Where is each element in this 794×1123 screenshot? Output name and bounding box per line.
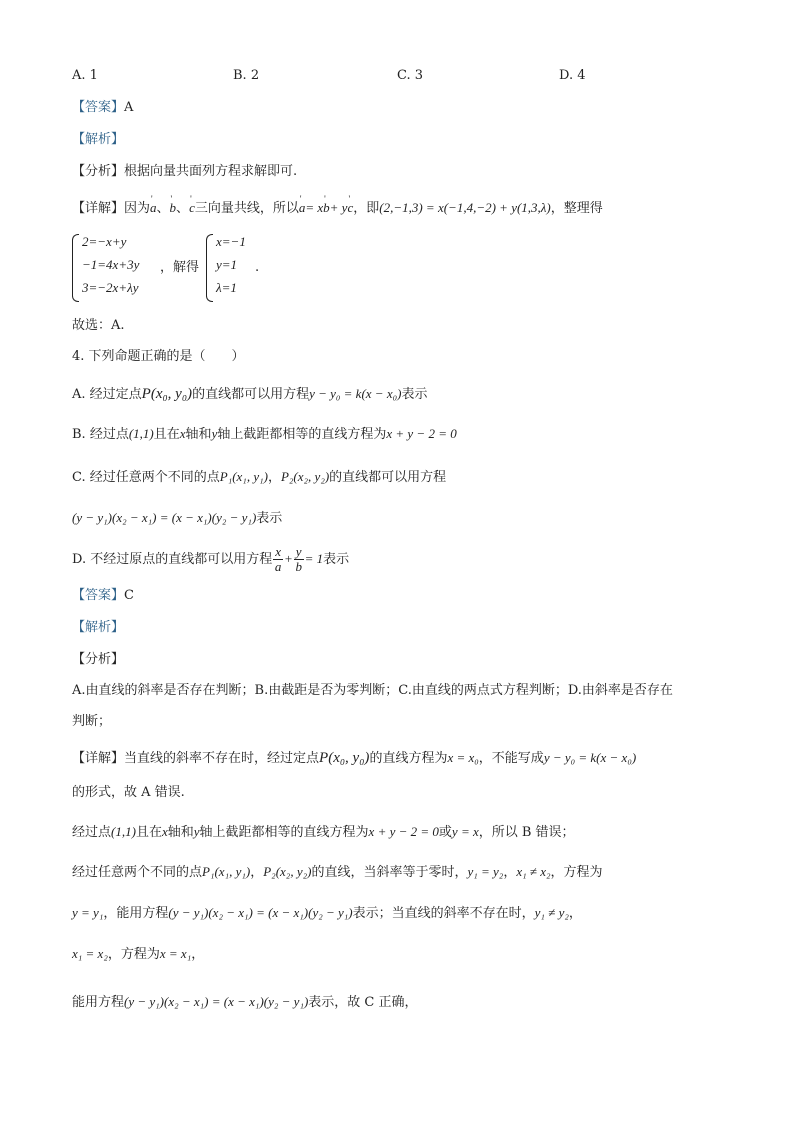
text: 表示，故 C 正确， bbox=[308, 995, 418, 1010]
q4-stem: 4. 下列命题正确的是（ ） bbox=[72, 349, 245, 364]
axis-y: y bbox=[211, 426, 218, 441]
axis-y: y bbox=[193, 824, 200, 839]
two-point-equation: (y − y₁)(x₂ − x₁) = (x − x₁)(y₂ − y₁) bbox=[124, 994, 309, 1009]
answer-tag: 【答案】 bbox=[72, 100, 125, 115]
vector-c: ' c bbox=[347, 198, 353, 218]
detail-text-1: 因为 bbox=[124, 201, 151, 216]
point-slope-equation: y − y₀ = k(x − x₀) bbox=[543, 750, 637, 765]
text: ， bbox=[503, 865, 517, 880]
text: 轴上截距都相等的直线方程为 bbox=[217, 427, 387, 442]
condition: y₁ ≠ y₂ bbox=[534, 905, 569, 920]
point-p2: P₂(x₂, y₂) bbox=[263, 864, 312, 879]
answer-value: A bbox=[124, 100, 134, 115]
q3-detail-line bbox=[72, 198, 603, 219]
text: ， bbox=[191, 947, 205, 962]
condition-2: x₁ ≠ x₂ bbox=[516, 864, 551, 879]
text: 表示 bbox=[401, 387, 428, 402]
q4-option-d bbox=[72, 544, 349, 575]
point-p2: P₂(x₂, y₂) bbox=[280, 469, 330, 484]
vertical-line-equation: x = x₀ bbox=[447, 750, 479, 765]
left-brace bbox=[206, 234, 213, 302]
q4-fenxi-heading bbox=[72, 650, 124, 670]
q4-option-c bbox=[72, 467, 446, 488]
system-row: −1=4x+3y bbox=[82, 257, 140, 272]
q3-conclusion: 故选：A. bbox=[72, 318, 125, 333]
line-equation-2: y = x bbox=[451, 824, 479, 839]
text: 当直线的斜率不存在时，经过定点 bbox=[124, 751, 320, 766]
text: A. 经过定点 bbox=[72, 387, 142, 402]
text: 表示 bbox=[256, 511, 283, 526]
text: 经过任意两个不同的点 bbox=[72, 865, 203, 880]
text: ，方程为 bbox=[107, 947, 160, 962]
system-row: x=−1 bbox=[216, 234, 246, 249]
numerator: y bbox=[295, 544, 302, 559]
two-point-equation: (y − y₁)(x₂ − x₁) = (x − x₁)(y₂ − y₁) bbox=[168, 905, 353, 920]
text: 且在 bbox=[135, 825, 162, 840]
fraction-y-b bbox=[294, 545, 304, 574]
text: 表示；当直线的斜率不存在时， bbox=[352, 906, 535, 921]
fenxi-text: 根据向量共面列方程求解即可. bbox=[124, 164, 298, 179]
period: . bbox=[255, 260, 260, 275]
text: ， bbox=[568, 906, 582, 921]
text: 或 bbox=[438, 825, 452, 840]
separator: 、 bbox=[176, 201, 190, 216]
text: B. 经过点 bbox=[72, 427, 129, 442]
q3-option-d: D. 4 bbox=[559, 68, 586, 83]
point: (1,1) bbox=[111, 824, 136, 839]
q3-option-c: C. 3 bbox=[397, 68, 424, 83]
analysis-tag: 【解析】 bbox=[72, 620, 125, 635]
system-row: λ=1 bbox=[216, 280, 237, 295]
text: C. 经过任意两个不同的点 bbox=[72, 470, 220, 485]
text: 的直线都可以用方程 bbox=[329, 470, 447, 485]
text: ，所以 B 错误； bbox=[478, 825, 575, 840]
q4-detail-line6 bbox=[72, 944, 204, 965]
numerator: x bbox=[275, 544, 282, 559]
detail-text-2: 三向量共线，所以 bbox=[194, 201, 299, 216]
vertical-line-equation: x = x₁ bbox=[159, 946, 192, 961]
analysis-tag: 【解析】 bbox=[72, 132, 125, 147]
q4-detail-line7 bbox=[72, 992, 418, 1013]
horizontal-line-equation: y = y₁ bbox=[72, 905, 104, 920]
line-equation: x + y − 2 = 0 bbox=[386, 426, 457, 441]
q4-detail-line3 bbox=[72, 822, 575, 843]
fenxi-tag: 【分析】 bbox=[72, 652, 125, 667]
axis-x: x bbox=[161, 824, 168, 839]
point-p1: P₁(x₁, y₁) bbox=[202, 864, 251, 879]
text: D. 不经过原点的直线都可以用方程 bbox=[72, 552, 273, 567]
q4-detail-line5 bbox=[72, 903, 582, 924]
separator: 、 bbox=[156, 201, 170, 216]
text: 轴上截距都相等的直线方程为 bbox=[199, 825, 369, 840]
text: ，方程为 bbox=[550, 865, 603, 880]
text: ，能用方程 bbox=[103, 906, 169, 921]
text: 能用方程 bbox=[72, 995, 125, 1010]
q4-option-b bbox=[72, 424, 457, 445]
q4-option-a bbox=[72, 384, 427, 405]
text: 且在 bbox=[153, 427, 180, 442]
axis-x: x bbox=[179, 426, 186, 441]
q4-detail-line1 bbox=[72, 748, 636, 769]
answer-tag: 【答案】 bbox=[72, 588, 125, 603]
denominator: a bbox=[274, 559, 282, 574]
line-equation: x + y − 2 = 0 bbox=[368, 824, 439, 839]
solve-word: ，解得 bbox=[160, 260, 200, 275]
q4-fenxi-line1: A.由直线的斜率是否存在判断；B.由截距是否为零判断；C.由直线的两点式方程判断；D.由斜率是否存在 bbox=[72, 683, 673, 698]
coordinate-equation: (2,−1,3) = x(−1,4,−2) + y(1,3,λ) bbox=[379, 200, 551, 215]
text: 的直线，当斜率等于零时， bbox=[311, 865, 468, 880]
point: (1,1) bbox=[128, 426, 154, 441]
two-point-equation: (y − y₁)(x₂ − x₁) = (x − x₁)(y₂ − y₁) bbox=[72, 510, 257, 525]
q4-detail-line2: 的形式，故 A 错误. bbox=[72, 785, 185, 800]
text: 轴和 bbox=[167, 825, 194, 840]
vector-b: ' b bbox=[170, 198, 177, 218]
vector-c: ' c bbox=[189, 198, 195, 218]
text: 的直线都可以用方程 bbox=[192, 387, 310, 402]
equals-one: = 1 bbox=[304, 551, 324, 566]
text: ，不能写成 bbox=[478, 751, 544, 766]
condition: x₁ = x₂ bbox=[72, 946, 108, 961]
point-p: P(x₀, y₀) bbox=[319, 750, 370, 766]
system-row: 3=−2x+λy bbox=[82, 280, 139, 295]
left-brace bbox=[72, 234, 79, 302]
fraction-x-a bbox=[273, 545, 283, 574]
detail-tag: 【详解】 bbox=[72, 201, 125, 216]
q3-option-a: A. 1 bbox=[72, 68, 98, 83]
q3-answer-line bbox=[72, 98, 133, 118]
q4-answer-line bbox=[72, 586, 134, 606]
q4-analysis-heading bbox=[72, 618, 124, 638]
vector-b: ' b bbox=[323, 198, 330, 218]
text: 经过点 bbox=[72, 825, 112, 840]
q4-fenxi-line2: 判断； bbox=[72, 714, 112, 729]
denominator: b bbox=[295, 559, 302, 574]
vector-a: ' a bbox=[299, 198, 306, 218]
point-slope-equation: y − y₀ = k(x − x₀) bbox=[309, 386, 402, 401]
point-p: P(x₀, y₀) bbox=[141, 386, 193, 402]
text: 的直线方程为 bbox=[369, 751, 448, 766]
q3-option-b: B. 2 bbox=[233, 68, 260, 83]
q4-detail-line4 bbox=[72, 862, 603, 883]
detail-text-3: ，即 bbox=[353, 201, 380, 216]
vector-a: ' a bbox=[150, 198, 157, 218]
text: ， bbox=[250, 865, 264, 880]
detail-tag: 【详解】 bbox=[72, 751, 125, 766]
equation-part: = x bbox=[305, 200, 324, 215]
condition-1: y₁ = y₂ bbox=[467, 864, 504, 879]
text: 表示 bbox=[323, 552, 350, 567]
fenxi-tag: 【分析】 bbox=[72, 164, 125, 179]
text: 轴和 bbox=[185, 427, 212, 442]
q4-option-c-cont bbox=[72, 508, 282, 529]
system-row: y=1 bbox=[216, 257, 238, 272]
q3-fenxi-line bbox=[72, 162, 297, 182]
answer-value: C bbox=[124, 588, 134, 603]
plus: + bbox=[284, 551, 293, 566]
detail-text-4: ，整理得 bbox=[550, 201, 603, 216]
system-row: 2=−x+y bbox=[82, 234, 127, 249]
equation-part: + y bbox=[329, 200, 348, 215]
q3-analysis-heading bbox=[72, 130, 124, 150]
text: ， bbox=[267, 470, 281, 485]
point-p1: P₁(x₁, y₁) bbox=[219, 469, 268, 484]
